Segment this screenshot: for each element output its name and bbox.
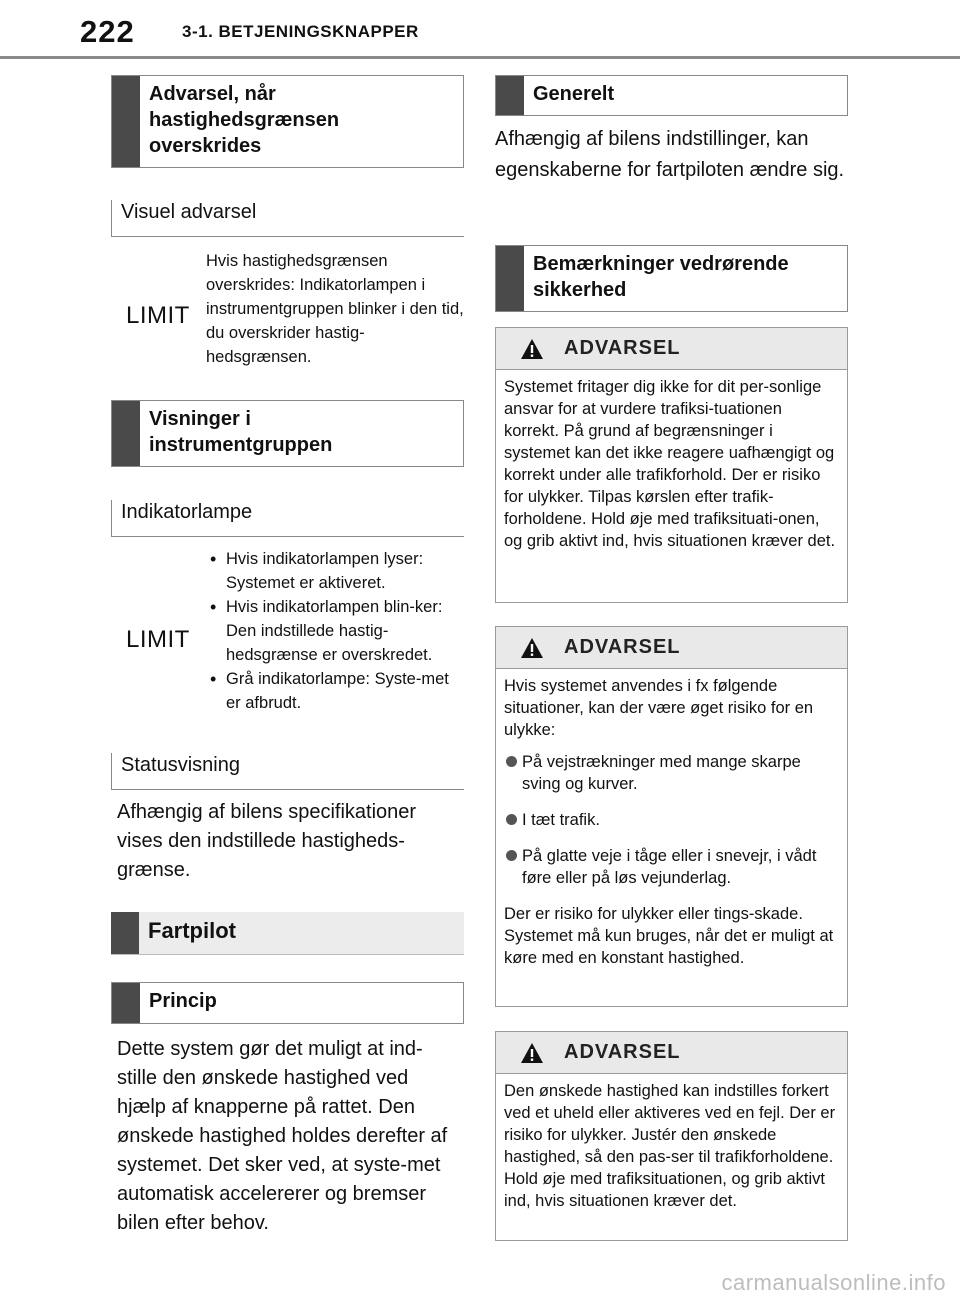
warning-title: ADVARSEL <box>564 636 681 658</box>
limit-indicator-label: LIMIT <box>126 302 190 329</box>
warning-intro: Hvis systemet anvendes i fx følgende situationer, kan der være øget risiko for en ulykke: <box>504 677 814 739</box>
section-title: Advarsel, når hastighedsgrænsen overskrides <box>149 83 340 157</box>
warning-body <box>496 669 847 979</box>
section-speed-limit-warning <box>111 75 464 168</box>
warning-triangle-icon <box>520 1042 544 1064</box>
list-item: På glatte veje i tåge eller i snevejr, i vådt føre eller på løs vejunderlag. <box>504 845 839 889</box>
list-item: På vejstrækninger med mange skarpe sving og kurver. <box>504 751 839 795</box>
section-title: Princip <box>149 990 217 1012</box>
section-cruise-control <box>111 912 464 955</box>
general-text: Afhængig af bilens indstillinger, kan egenskaberne for fartpiloten ændre sig. <box>495 128 845 181</box>
warning-header <box>496 627 847 669</box>
section-general <box>495 75 848 116</box>
page-number: 222 <box>80 14 135 49</box>
warning-header <box>496 1032 847 1074</box>
chapter-title: 3-1. BETJENINGSKNAPPER <box>182 22 419 41</box>
section-cluster-displays <box>111 400 464 467</box>
subheading-status-display: Statusvisning <box>111 753 464 790</box>
warning-situations-list <box>504 751 839 889</box>
list-item: • Hvis indikatorlampen blin-ker: Den indstillede hastig-hedsgrænse er overskredet. <box>206 595 468 667</box>
section-title: Generelt <box>533 83 615 105</box>
warning-header <box>496 328 847 370</box>
warning-body <box>496 370 847 562</box>
warning-text: Den ønskede hastighed kan indstilles forkert ved et uheld eller aktiveres ved en fejl. Der er risiko for ulykker. Justér den ønskede hastighed, så den pas-ser til trafikforholdene. Hold øje med trafiksituationen, og grib aktivt ind, hvis situationen kræver det. <box>504 1082 836 1210</box>
watermark: carmanualsonline.info <box>721 1270 946 1295</box>
visual-warning-description: Hvis hastighedsgrænsen overskrides: Indikatorlampen i instrumentgruppen blinker i den tid, du overskrider hastig-hedsgrænsen. <box>206 252 464 366</box>
page-header <box>0 0 960 60</box>
warning-triangle-icon <box>520 637 544 659</box>
status-display-text: Afhængig af bilens specifikationer vises den indstillede hastigheds-grænse. <box>117 801 417 881</box>
list-item: • Grå indikatorlampe: Syste-met er afbrudt. <box>206 667 468 715</box>
header-rule <box>0 56 960 59</box>
warning-box-2 <box>495 626 848 1007</box>
list-item: I tæt trafik. <box>504 809 839 831</box>
subheading-indicator-lamp: Indikatorlampe <box>111 500 464 537</box>
section-title: Bemærkninger vedrørende sikkerhed <box>533 253 789 301</box>
subheading-visual-warning: Visuel advarsel <box>111 200 464 237</box>
warning-text: Systemet fritager dig ikke for dit per-sonlige ansvar for at vurdere trafiksi-tuationen korrekt. På grund af begrænsninger i systemet kan det ikke reagere uafhængigt og korrekt under alle trafikforhold. Der er risiko for ulykker. Tilpas kørslen efter trafik-forholdene. Hold øje med trafiksituati-onen, og grib aktivt ind, hvis situationen kræver det. <box>504 378 836 550</box>
section-safety-notes <box>495 245 848 312</box>
section-title: Fartpilot <box>148 918 236 943</box>
list-item: • Hvis indikatorlampen lyser: Systemet er aktiveret. <box>206 547 468 595</box>
limit-indicator-label: LIMIT <box>126 626 190 653</box>
principle-text: Dette system gør det muligt at ind-stille den ønskede hastighed ved hjælp af knapperne på rattet. Den ønskede hastighed holdes derefter af systemet. Det sker ved, at syste-met automatisk accelererer og bremser bilen efter behov. <box>117 1038 448 1234</box>
indicator-lamp-list <box>206 547 468 715</box>
warning-box-1 <box>495 327 848 603</box>
section-title: Visninger i instrumentgruppen <box>149 408 333 456</box>
warning-box-3 <box>495 1031 848 1241</box>
warning-title: ADVARSEL <box>564 1041 681 1063</box>
warning-triangle-icon <box>520 338 544 360</box>
section-principle <box>111 982 464 1024</box>
warning-title: ADVARSEL <box>564 337 681 359</box>
warning-body <box>496 1074 847 1222</box>
warning-outro: Der er risiko for ulykker eller tings-skade. Systemet må kun bruges, når det er muligt at køre med en konstant hastighed. <box>504 905 834 967</box>
